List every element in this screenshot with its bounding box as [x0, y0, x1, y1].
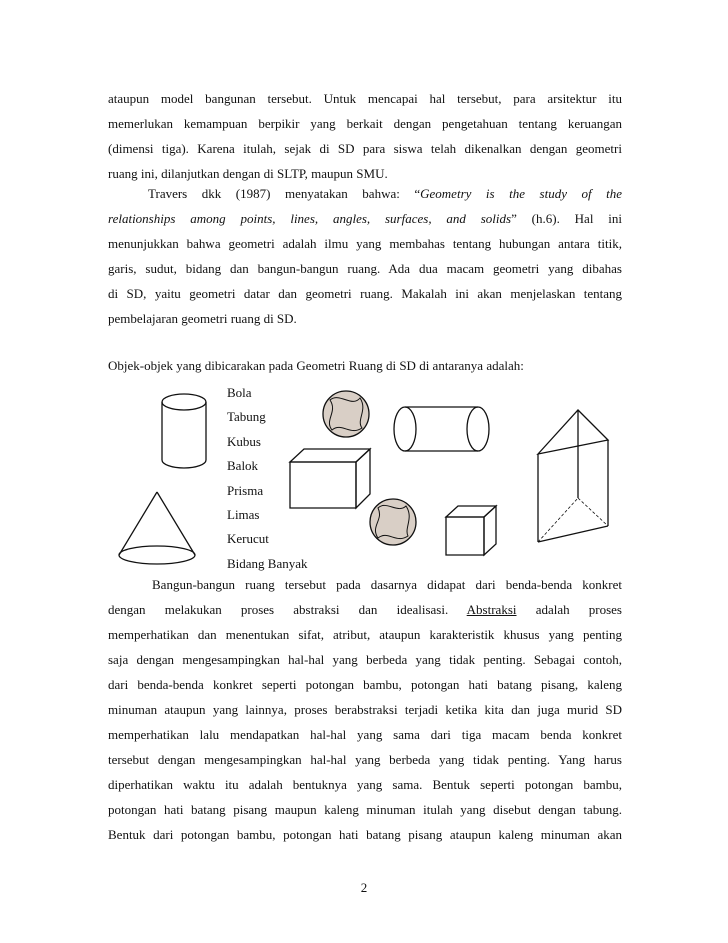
list-item: Bidang Banyak: [227, 555, 308, 571]
text-line: memperhatikan dan menentukan sifat, atribut, ataupun karakteristik khusus yang penting: [108, 627, 622, 642]
prism-figure: [538, 410, 608, 542]
text-line: tersebut dengan mengesampingkan hal-hal yang berbeda yang tidak penting. Yang harus: [108, 752, 622, 767]
sphere-figure: [370, 499, 416, 545]
text-line: minuman ataupun yang lainnya, proses berabstraksi terjadi ketika kita dan juga murid SD: [108, 702, 622, 717]
list-item: Kubus: [227, 433, 261, 449]
quote-italic: Geometry is the study of the: [420, 186, 623, 201]
text-line: menunjukkan bahwa geometri adalah ilmu yang membahas tentang hubungan antara titik,: [108, 236, 622, 251]
cylinder-upright-figure: [162, 394, 206, 468]
text-line: diperhatikan waktu itu adalah bentuknya yang sama. Bentuk seperti potongan bambu,: [108, 777, 622, 792]
text-line: dari benda-benda konkret seperti potongan bambu, potongan hati batang pisang, kaleng: [108, 677, 622, 692]
list-item: Tabung: [227, 409, 266, 425]
citation: ” (h.6). Hal ini: [511, 211, 622, 226]
cube-figure: [446, 506, 496, 555]
text-line: (dimensi tiga). Karena itulah, sejak di SD para siswa telah dikenalkan dengan geometri: [108, 141, 622, 156]
list-item: Limas: [227, 506, 260, 522]
text-segment: adalah proses: [535, 602, 622, 617]
text-line: ataupun model bangunan tersebut. Untuk mencapai hal tersebut, para arsitektur itu: [108, 91, 622, 106]
text-line: pembelajaran geometri ruang di SD.: [108, 311, 297, 326]
cylinder-horizontal-figure: [394, 407, 489, 451]
text-line: Bentuk dari potongan bambu, potongan hati batang pisang ataupun kaleng minuman akan: [108, 827, 622, 842]
quote-italic: relationships among points, lines, angles, surfaces, and solids: [108, 211, 512, 226]
list-item: Balok: [227, 458, 259, 474]
cuboid-figure: [290, 449, 370, 508]
text-line: memerlukan kemampuan berpikir yang berkait dengan pengetahuan tentang keruangan: [108, 116, 622, 131]
sphere-figure: [323, 391, 369, 437]
list-item: Bola: [227, 385, 252, 400]
text-line: memperhatikan lalu mendapatkan hal-hal yang sama dari tiga macam benda konkret: [108, 727, 622, 742]
text-segment: dengan melakukan proses abstraksi dan idealisasi.: [108, 602, 449, 617]
paragraph-3: [108, 572, 622, 847]
text-line: [108, 597, 622, 622]
text-line: potongan hati batang pisang maupun kaleng minuman itulah yang disebut dengan tabung.: [108, 802, 622, 817]
text-line: garis, sudut, bidang dan bangun-bangun ruang. Ada dua macam geometri yang dibahas: [108, 261, 622, 276]
quote-lead: Travers dkk (1987) menyatakan bahwa: “: [148, 186, 421, 201]
text-line: Bangun-bangun ruang tersebut pada dasarnya didapat dari benda-benda konkret: [152, 577, 622, 592]
text-line: ruang ini, dilanjutkan dengan di SLTP, maupun SMU.: [108, 166, 388, 181]
underlined-term: Abstraksi: [466, 602, 517, 617]
objects-intro: Objek-objek yang dibicarakan pada Geometri Ruang di SD di antaranya adalah:: [108, 358, 524, 373]
text-line: di SD, yaitu geometri datar dan geometri ruang. Makalah ini akan menjelaskan tentang: [108, 286, 622, 301]
cone-figure: [119, 492, 195, 564]
text-line: saja dengan mengesampingkan hal-hal yang berbeda yang tidak penting. Sebagai contoh,: [108, 652, 622, 667]
list-item: Prisma: [227, 482, 264, 498]
page-number: 2: [360, 880, 368, 895]
list-item: Kerucut: [227, 531, 269, 547]
